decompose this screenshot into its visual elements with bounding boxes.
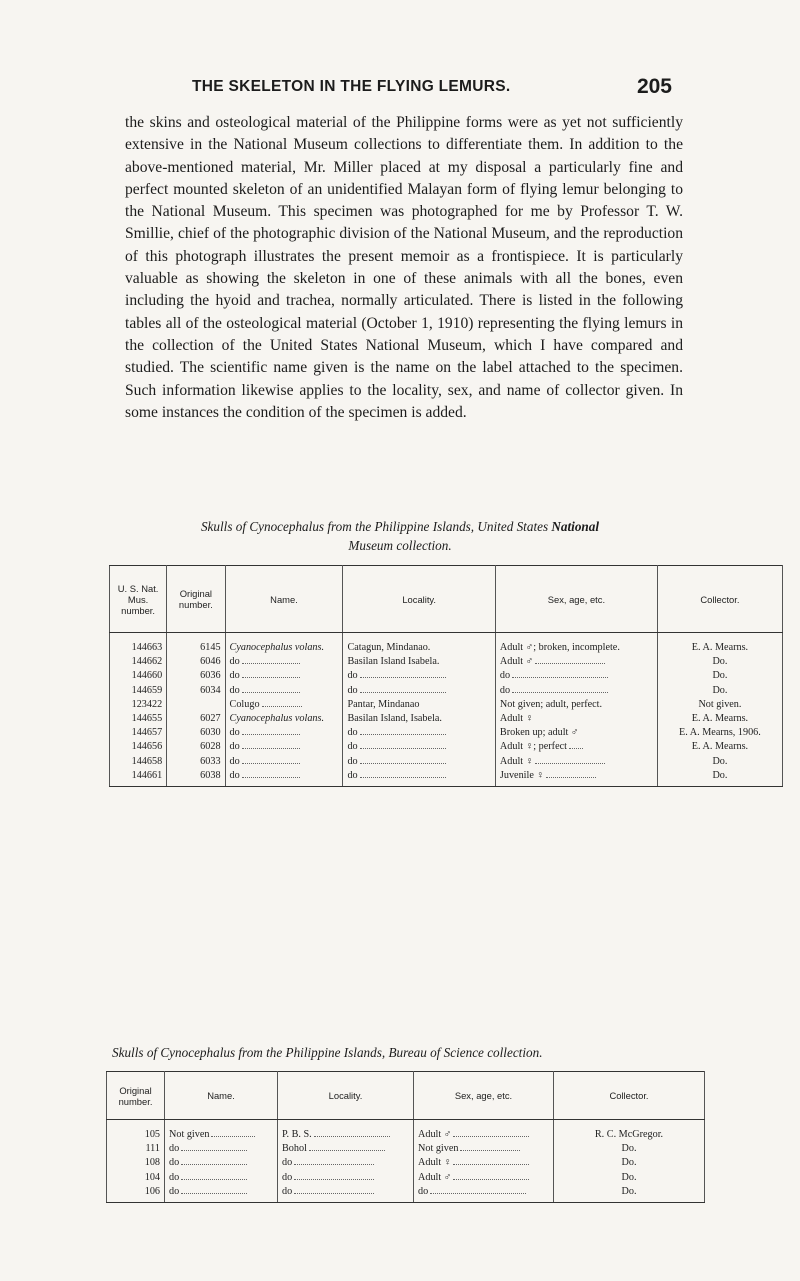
table-row <box>107 1120 705 1143</box>
table-row <box>107 1142 705 1156</box>
cell-locality: do <box>282 1157 374 1168</box>
table1-caption: Skulls of Cynocephalus from the Philippine Islands, United States National Museum collection. <box>200 519 600 553</box>
cell-original <box>167 698 225 712</box>
col-header-sex: Sex, age, etc. <box>495 566 657 633</box>
cell-original: 6036 <box>167 669 225 683</box>
cell-locality: Basilan Island, Isabela. <box>343 712 495 726</box>
cell-locality: Pantar, Mindanao <box>343 698 495 712</box>
table-row <box>110 740 783 754</box>
col-header-usnm: U. S. Nat. Mus. number. <box>110 566 167 633</box>
cell-usnm: 144661 <box>110 769 167 787</box>
cell-locality: P. B. S. <box>282 1129 390 1140</box>
cell-name: do <box>169 1157 247 1168</box>
cell-sex: do <box>418 1186 526 1197</box>
cell-sex: Adult ♂; broken, incomplete. <box>495 633 657 656</box>
cell-usnm: 144658 <box>110 755 167 769</box>
col-header-locality: Locality. <box>278 1072 414 1120</box>
cell-sex: do <box>500 670 608 681</box>
cell-locality: do <box>347 670 445 681</box>
cell-sex: Adult ♀ <box>495 712 657 726</box>
cell-usnm: 144660 <box>110 669 167 683</box>
cell-name: Cyanocephalus volans. <box>225 633 343 656</box>
col-header-name: Name. <box>165 1072 278 1120</box>
page-number: 205 <box>636 75 672 98</box>
cell-collector: Do. <box>554 1185 705 1203</box>
col-header-locality: Locality. <box>343 566 495 633</box>
cell-locality: Basilan Island Isabela. <box>343 655 495 669</box>
cell-name: Cyanocephalus volans. <box>225 712 343 726</box>
table-row <box>110 698 783 712</box>
body-paragraph: the skins and osteological material of the Philippine forms were as yet not sufficiently extensive in the National Museum collections to differentiate them. In addition to the above-mentioned material, Mr. Miller placed at my disposal a particularly fine and perfect mounted skeleton of an unidentified Malayan form of flying lemur belonging to the National Museum. This specimen was photographed for me by Professor T. W. Smillie, chief of the photographic division of the National Museum, and the reproduction of this photograph illustrates the present memoir as a frontispiece. It is particularly valuable as showing the skeleton in one of these animals with all the bones, even including the hyoid and trachea, normally articulated. There is listed in the following tables all of the osteological material (October 1, 1910) representing the flying lemurs in the collection of the United States National Museum, which I have compared and studied. The scientific name given is the name on the label attached to the specimen. Such information likewise applies to the locality, sex, and name of collector given. In some instances the condition of the specimen is added. <box>125 114 683 421</box>
col-header-original: Original number. <box>167 566 225 633</box>
table-usnm-skulls <box>109 565 783 787</box>
cell-locality: Catagun, Mindanao. <box>343 633 495 656</box>
table-row <box>110 684 783 698</box>
cell-collector: Do. <box>657 669 782 683</box>
cell-name: do <box>230 741 300 752</box>
cell-name: do <box>230 727 300 738</box>
cell-locality: do <box>347 756 445 767</box>
cell-collector: R. C. McGregor. <box>554 1120 705 1143</box>
table-row <box>110 712 783 726</box>
table-row <box>110 769 783 787</box>
cell-usnm: 144663 <box>110 633 167 656</box>
col-header-collector: Collector. <box>554 1072 705 1120</box>
cell-original: 105 <box>107 1120 165 1143</box>
cell-sex: Broken up; adult ♂ <box>495 726 657 740</box>
cell-usnm: 144657 <box>110 726 167 740</box>
cell-collector: Do. <box>657 755 782 769</box>
table-row <box>107 1185 705 1203</box>
cell-sex: Adult ♀ <box>418 1157 529 1168</box>
cell-usnm: 144656 <box>110 740 167 754</box>
table-row <box>110 669 783 683</box>
cell-collector: E. A. Mearns. <box>657 633 782 656</box>
running-title: THE SKELETON IN THE FLYING LEMURS. <box>192 78 511 95</box>
cell-original: 6028 <box>167 740 225 754</box>
cell-original: 108 <box>107 1156 165 1170</box>
cell-original: 6034 <box>167 684 225 698</box>
cell-locality: do <box>282 1172 374 1183</box>
cell-collector: E. A. Mearns. <box>657 740 782 754</box>
cell-usnm: 123422 <box>110 698 167 712</box>
cell-collector: Do. <box>657 769 782 787</box>
cell-sex: Adult ♂ <box>418 1129 529 1140</box>
cell-original: 106 <box>107 1185 165 1203</box>
table-bureau-skulls <box>106 1071 705 1203</box>
cell-name: do <box>230 756 300 767</box>
cell-name: do <box>169 1172 247 1183</box>
table2-caption: Skulls of Cynocephalus from the Philippine Islands, Bureau of Science collection. <box>112 1045 543 1060</box>
col-header-sex: Sex, age, etc. <box>414 1072 554 1120</box>
cell-collector: Do. <box>657 684 782 698</box>
cell-original: 104 <box>107 1171 165 1185</box>
cell-name: do <box>230 656 300 667</box>
cell-sex: Not given <box>418 1143 520 1154</box>
cell-sex: Not given; adult, perfect. <box>495 698 657 712</box>
cell-sex: Adult ♀ <box>500 756 605 767</box>
cell-locality: do <box>282 1186 374 1197</box>
cell-name: do <box>169 1143 247 1154</box>
cell-locality: do <box>347 770 445 781</box>
cell-original: 6027 <box>167 712 225 726</box>
table-row <box>107 1156 705 1170</box>
cell-original: 6145 <box>167 633 225 656</box>
cell-collector: E. A. Mearns. <box>657 712 782 726</box>
table-header-row <box>107 1072 705 1120</box>
cell-usnm: 144659 <box>110 684 167 698</box>
cell-original: 6030 <box>167 726 225 740</box>
table-row <box>110 633 783 656</box>
cell-sex: Adult ♂ <box>418 1172 529 1183</box>
cell-original: 111 <box>107 1142 165 1156</box>
cell-sex: Adult ♂ <box>500 656 605 667</box>
cell-name: do <box>230 670 300 681</box>
col-header-name: Name. <box>225 566 343 633</box>
col-header-collector: Collector. <box>657 566 782 633</box>
cell-original: 6046 <box>167 655 225 669</box>
cell-locality: do <box>347 741 445 752</box>
cell-collector: Do. <box>554 1171 705 1185</box>
table-row <box>107 1171 705 1185</box>
table-header-row <box>110 566 783 633</box>
table-row <box>110 655 783 669</box>
table-row <box>110 726 783 740</box>
cell-name: Colugo <box>230 699 302 710</box>
cell-original: 6033 <box>167 755 225 769</box>
cell-collector: E. A. Mearns, 1906. <box>657 726 782 740</box>
cell-collector: Not given. <box>657 698 782 712</box>
cell-locality: do <box>347 685 445 696</box>
cell-usnm: 144655 <box>110 712 167 726</box>
cell-name: do <box>230 685 300 696</box>
cell-sex: Juvenile ♀ <box>500 770 596 781</box>
cell-collector: Do. <box>657 655 782 669</box>
cell-collector: Do. <box>554 1142 705 1156</box>
cell-sex: Adult ♀; perfect <box>500 741 583 752</box>
cell-name: do <box>169 1186 247 1197</box>
cell-original: 6038 <box>167 769 225 787</box>
cell-sex: do <box>500 685 608 696</box>
table-row <box>110 755 783 769</box>
cell-locality: do <box>347 727 445 738</box>
cell-name: Not given <box>169 1129 255 1140</box>
cell-usnm: 144662 <box>110 655 167 669</box>
cell-collector: Do. <box>554 1156 705 1170</box>
page-header <box>0 75 800 108</box>
cell-name: do <box>230 770 300 781</box>
cell-locality: Bohol <box>282 1143 385 1154</box>
col-header-original: Original number. <box>107 1072 165 1120</box>
